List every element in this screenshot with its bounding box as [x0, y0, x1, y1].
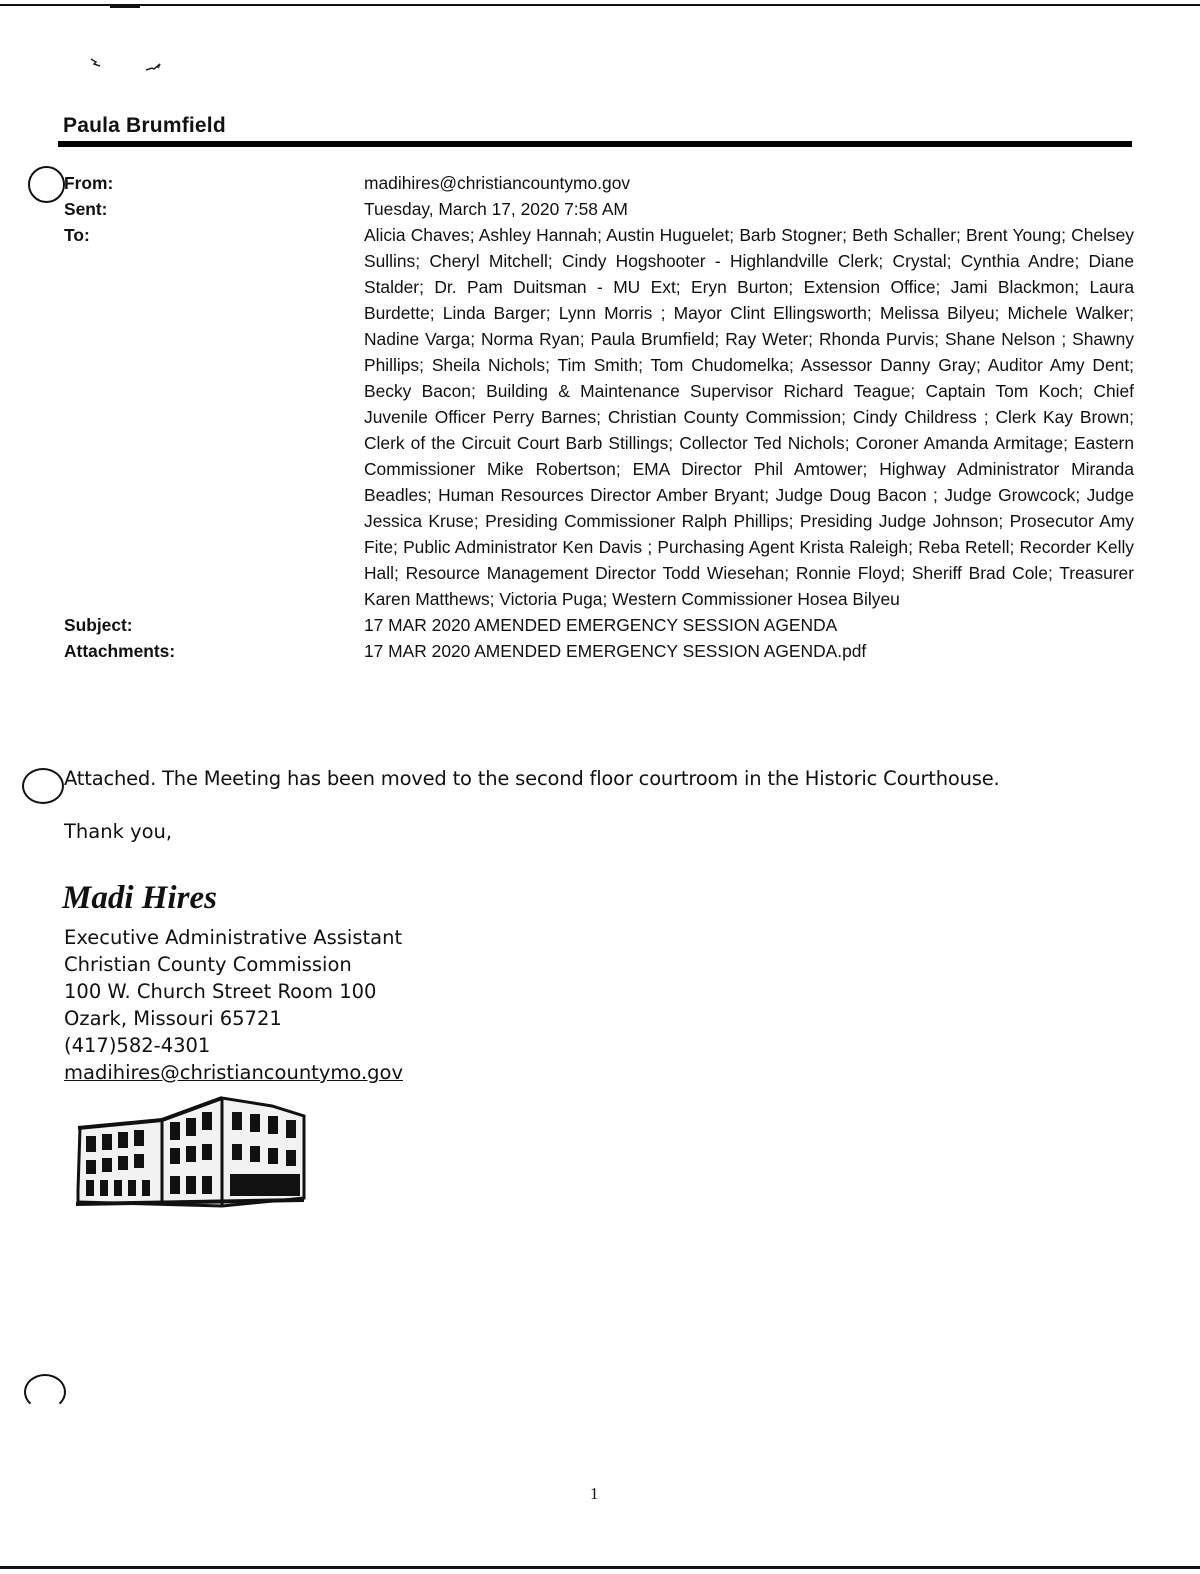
signature-address-line2: Ozark, Missouri 65721 — [64, 1007, 282, 1030]
sent-row — [64, 196, 1134, 222]
attachments-row — [64, 638, 1134, 664]
to-label: To: — [64, 225, 90, 245]
signature-title: Executive Administrative Assistant — [64, 926, 403, 949]
from-row — [64, 170, 1134, 196]
punch-hole-icon — [28, 166, 65, 203]
subject-row — [64, 612, 1134, 638]
closing-line: Thank you, — [64, 820, 173, 843]
scan-top-mark — [110, 6, 140, 8]
email-header — [64, 170, 1134, 664]
scan-top-border — [0, 4, 1200, 6]
courthouse-logo — [72, 1092, 308, 1214]
to-row — [64, 222, 1134, 612]
subject-value: 17 MAR 2020 AMENDED EMERGENCY SESSION AGENDA — [364, 615, 838, 635]
owner-divider — [58, 141, 1132, 147]
page-number: 1 — [590, 1484, 599, 1503]
attachments-label: Attachments: — [64, 641, 176, 661]
signature-block — [64, 924, 403, 1086]
signature-organization: Christian County Commission — [64, 953, 352, 976]
to-recipients: Alicia Chaves; Ashley Hannah; Austin Huguelet; Barb Stogner; Beth Schaller; Brent Young; Chelsey Sullins; Cheryl Mitchell; Cindy Hogshooter - Highlandville Clerk; Crystal; Cynthia Andre; Diane Stalder; Dr. Pam Duitsman - MU Ext; Eryn Burton; Extension Office; Jami Blackmon; Laura Burdette; Linda Barger; Lynn Morris ; Mayor Clint Ellingsworth; Melissa Bilyeu; Michele Walker; Nadine Varga; Norma Ryan; Paula Brumfield; Ray Weter; Rhonda Purvis; Shane Nelson ; Shawny Phillips; Sheila Nichols; Tim Smith; Tom Chudomelka; Assessor Danny Gray; Auditor Amy Dent; Becky Bacon; Building & Maintenance Supervisor Richard Teague; Captain Tom Koch; Chief Juvenile Officer Perry Barnes; Christian County Commission; Cindy Childress ; Clerk Kay Brown; Clerk of the Circuit Court Barb Stillings; Collector Ted Nichols; Coroner Amanda Armitage; Eastern Commissioner Mike Robertson; EMA Director Phil Amtower; Highway Administrator Miranda Beadles; Human Resources Director Amber Bryant; Judge Doug Bacon ; Judge Growcock; Judge Jessica Kruse; Presiding Commissioner Ralph Phillips; Presiding Judge Johnson; Prosecutor Amy Fite; Public Administrator Ken Davis ; Purchasing Agent Krista Raleigh; Reba Retell; Recorder Kelly Hall; Resource Management Director Todd Wiesehan; Ronnie Floyd; Sheriff Brad Cole; Treasurer Karen Matthews; Victoria Puga; Western Commissioner Hosea Bilyeu — [364, 225, 1134, 609]
subject-label: Subject: — [64, 615, 133, 635]
signature-address-line1: 100 W. Church Street Room 100 — [64, 980, 377, 1003]
sent-label: Sent: — [64, 199, 108, 219]
from-label: From: — [64, 173, 114, 193]
scan-specks — [88, 56, 168, 76]
sent-value: Tuesday, March 17, 2020 7:58 AM — [364, 199, 628, 219]
attachment-filename: 17 MAR 2020 AMENDED EMERGENCY SESSION AGENDA.pdf — [364, 641, 867, 661]
punch-hole-icon — [24, 1374, 66, 1410]
scan-bottom-border — [0, 1566, 1200, 1569]
signature-phone: (417)582-4301 — [64, 1034, 211, 1057]
punch-hole-icon — [22, 768, 64, 804]
from-value: madihires@christiancountymo.gov — [364, 173, 631, 193]
message-body: Attached. The Meeting has been moved to the second floor courtroom in the Historic Courthouse. — [64, 767, 1000, 790]
signature-email-link[interactable]: madihires@christiancountymo.gov — [64, 1061, 403, 1084]
mailbox-owner-name: Paula Brumfield — [63, 114, 226, 137]
signature-name: Madi Hires — [62, 880, 217, 916]
